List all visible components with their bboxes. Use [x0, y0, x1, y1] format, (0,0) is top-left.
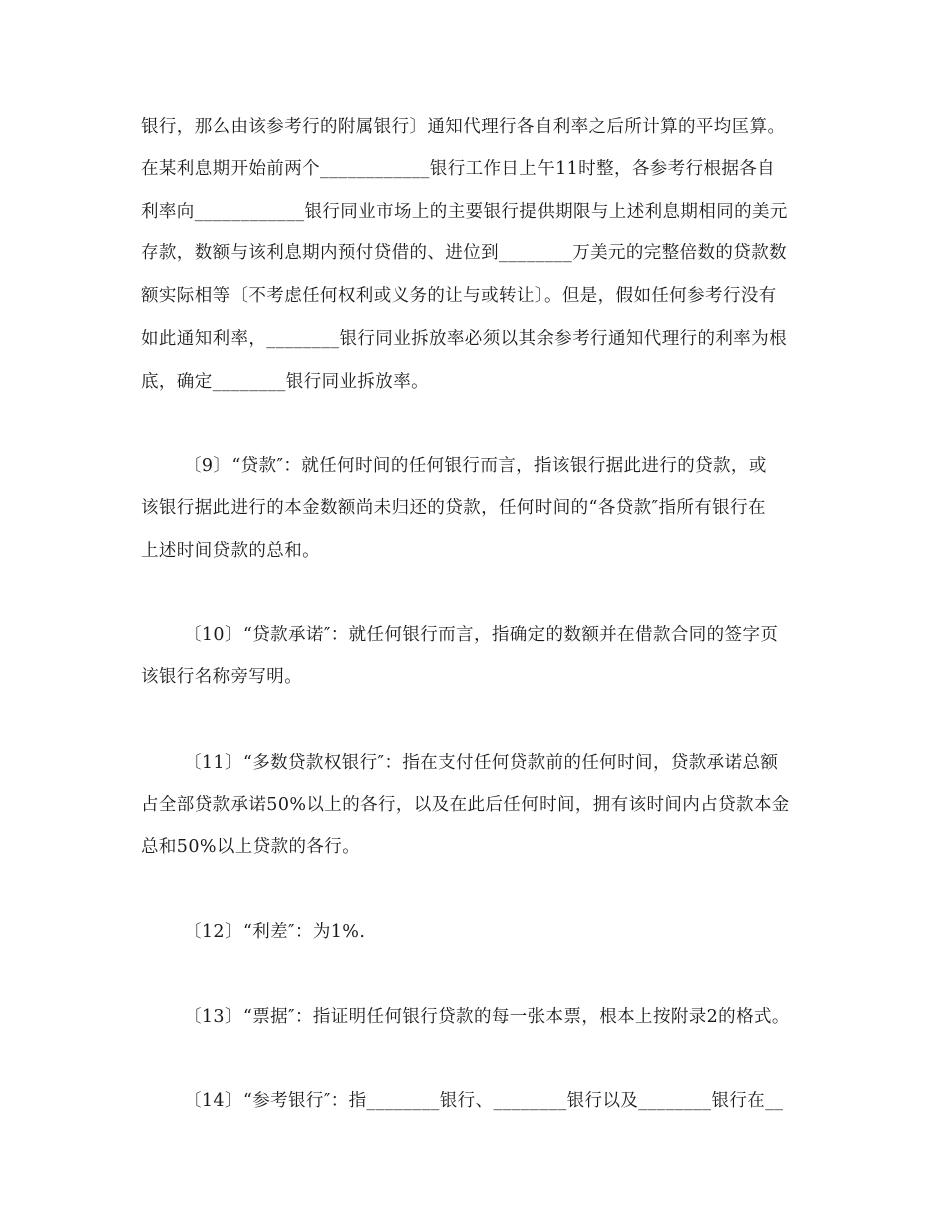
paragraph-line: 存款，数额与该利息期内预付贷借的、进位到________万美元的完整倍数的贷款数: [141, 243, 787, 263]
clause-9-line: 该银行据此进行的本金数额尚未归还的贷款，任何时间的“各贷款″指所有银行在: [141, 498, 766, 518]
paragraph-line: 在某利息期开始前两个____________银行工作日上午11时整，各参考行根据各自: [141, 159, 776, 179]
clause-10-line: 该银行名称旁写明。: [141, 667, 303, 687]
clause-11-line: 〔11〕“多数贷款权银行″：指在支付任何贷款前的任何时间，贷款承诺总额: [184, 753, 779, 773]
clause-10-line: 〔10〕“贷款承诺″：就任何银行而言，指确定的数额并在借款合同的签字页: [184, 625, 779, 645]
paragraph-line: 额实际相等〔不考虑任何权利或义务的让与或转让〕。但是，假如任何参考行没有: [141, 286, 777, 306]
paragraph-line: 银行，那么由该参考行的附属银行〕通知代理行各自利率之后所计算的平均匡算。: [141, 117, 786, 137]
paragraph-line: 利率向____________银行同业市场上的主要银行提供期限与上述利息期相同的美元: [141, 202, 788, 222]
paragraph-line: 如此通知利率，________银行同业拆放率必须以其余参考行通知代理行的利率为根: [141, 329, 787, 349]
clause-11-line: 占全部贷款承诺50%以上的各行，以及在此后任何时间，拥有该时间内占贷款本金: [141, 795, 790, 815]
clause-11-line: 总和50%以上贷款的各行。: [141, 837, 361, 857]
clause-9-line: 上述时间贷款的总和。: [141, 541, 320, 561]
clause-13-line: 〔13〕“票据″：指证明任何银行贷款的每一张本票，根本上按附录2的格式。: [184, 1007, 790, 1027]
clause-12-line: 〔12〕“利差″：为1%.: [184, 922, 366, 942]
clause-9-line: 〔9〕“贷款″：就任何时间的任何银行而言，指该银行据此进行的贷款，或: [184, 456, 767, 476]
paragraph-line: 底，确定________银行同业拆放率。: [141, 372, 429, 392]
clause-14-line: 〔14〕“参考银行″：指________银行、________银行以及________银行在__: [184, 1091, 784, 1111]
